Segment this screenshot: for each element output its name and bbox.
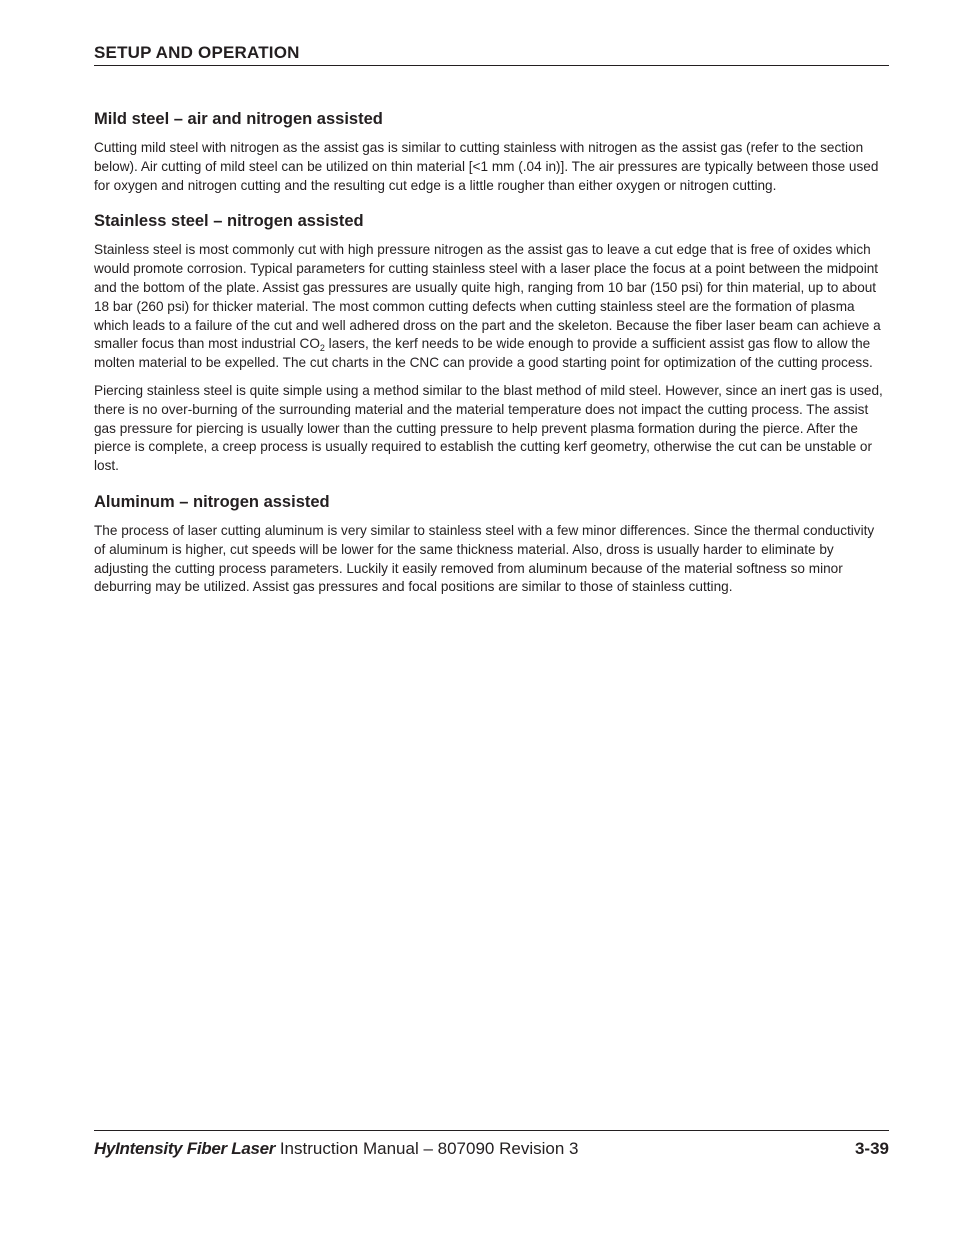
paragraph: [94, 241, 889, 373]
footer-divider: [94, 1130, 889, 1131]
section-heading: Mild steel – air and nitrogen assisted: [94, 110, 383, 128]
paragraph: Cutting mild steel with nitrogen as the assist gas is similar to cutting stainless with nitrogen as the assist gas (refer to the section below). Air cutting of mild steel can be utilized on thin material [<1 mm (.04 in)]. The air pressures are typically between those used for oxygen and nitrogen cutting and the resulting cut edge is a little rougher than either oxygen or nitrogen cutting.: [94, 140, 879, 193]
page-content: [94, 108, 889, 606]
section-stainless-steel: [94, 210, 889, 476]
footer-left: [94, 1139, 578, 1159]
footer-manual: Instruction Manual – 807090 Revision 3: [275, 1139, 579, 1158]
page-header: [94, 43, 889, 66]
paragraph: Piercing stainless steel is quite simple using a method similar to the blast method of mild steel. However, since an inert gas is used, there is no over-burning of the surrounding material and the material temperature does not impact the cutting process. The assist gas pressure for piercing is usually lower than the cutting pressure to help prevent plasma formation during the pierce. After the pierce is complete, a creep process is usually required to establish the cutting kerf geometry, otherwise the cut can be unstable or lost.: [94, 382, 883, 474]
page-number: 3-39: [854, 1139, 889, 1158]
paragraph: The process of laser cutting aluminum is very similar to stainless steel with a few minor differences. Since the thermal conductivity of aluminum is higher, cut speeds will be lower for the same thickness material. Also, dross is usually harder to eliminate by adjusting the cutting process parameters. Luckily it easily removed from aluminum because of the material softness so minor deburring may be utilized. Assist gas pressures and focal positions are similar to those of stainless cutting.: [94, 522, 875, 595]
footer-row: [94, 1139, 889, 1159]
subscript: 2: [319, 343, 325, 354]
paragraph-text: lasers, the kerf needs to be wide enough to provide a sufficient assist gas flow to allow the molten material to be expelled. The cut charts in the CNC can provide a good starting point for optimization of the cutting process.: [94, 336, 873, 371]
section-title: SETUP AND OPERATION: [94, 43, 300, 62]
section-heading: Aluminum – nitrogen assisted: [94, 492, 330, 511]
section-mild-steel: [94, 108, 889, 195]
section-heading: Stainless steel – nitrogen assisted: [94, 212, 364, 231]
footer-brand: HyIntensity Fiber Laser: [94, 1139, 276, 1158]
section-aluminum: [94, 491, 889, 597]
page-footer: [94, 1130, 889, 1159]
header-divider: [94, 65, 889, 66]
paragraph-text: Stainless steel is most commonly cut with high pressure nitrogen as the assist gas to leave a cut edge that is free of oxides which would promote corrosion. Typical parameters for cutting stainless steel with a laser place the focus at a point between the midpoint and the bottom of the plate. Assist gas pressures are usually quite high, ranging from 10 bar (150 psi) for thin material, up to about 18 bar (260 psi) for thicker material. The most common cutting defects when cutting stainless steel are the formation of plasma which leads to a failure of the cut and well adhered dross on the part and the skeleton. Because the fiber laser beam can achieve a smaller focus than most industrial CO: [94, 242, 881, 352]
